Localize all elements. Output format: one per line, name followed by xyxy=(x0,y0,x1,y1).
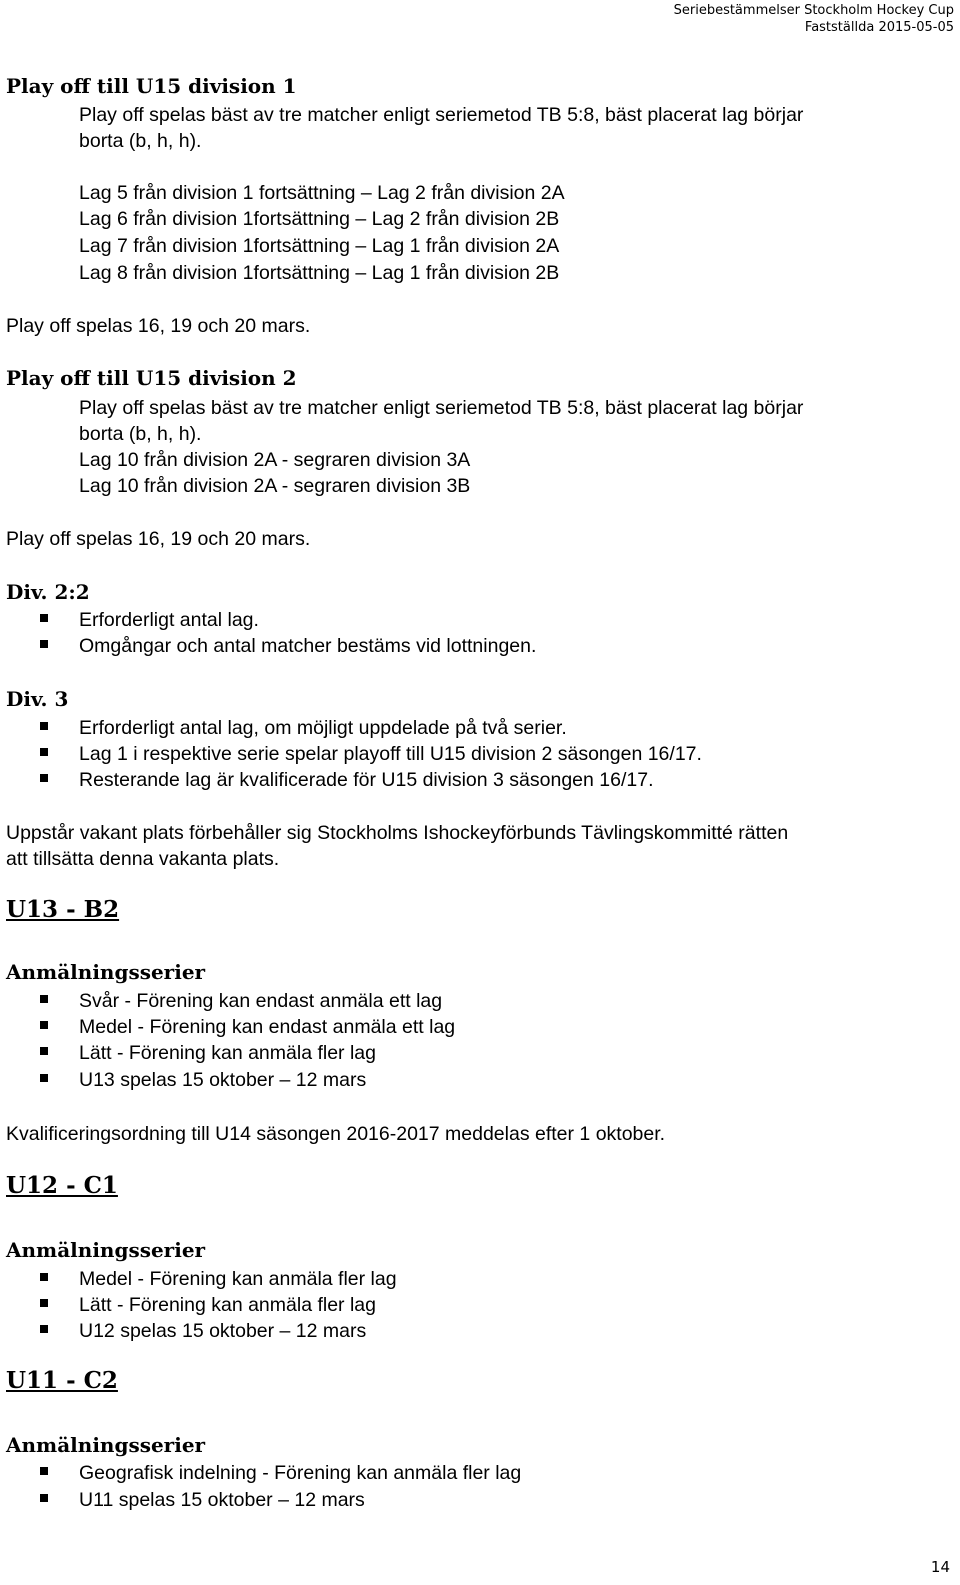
matchup-line: Lag 5 från division 1 fortsättning – Lag 2 från division 2A xyxy=(79,182,565,204)
bullet-icon xyxy=(40,1299,48,1307)
list-item: Lätt - Förening kan anmäla fler lag xyxy=(79,1042,376,1064)
list-item: Omgångar och antal matcher bestäms vid lottningen. xyxy=(79,635,537,657)
bullet-icon xyxy=(40,1494,48,1502)
section-heading-u15-div1: Play off till U15 division 1 xyxy=(6,74,297,98)
list-item: Erforderligt antal lag, om möjligt uppdelade på två serier. xyxy=(79,717,567,739)
section-title-u13: U13 - B2 xyxy=(6,896,120,923)
section-heading-div3: Div. 3 xyxy=(6,687,69,711)
bullet-icon xyxy=(40,1325,48,1333)
matchup-line: Lag 8 från division 1fortsättning – Lag 1 från division 2B xyxy=(79,262,560,284)
bullet-icon xyxy=(40,614,48,622)
list-item: Lag 1 i respektive serie spelar playoff till U15 division 2 säsongen 16/17. xyxy=(79,743,702,765)
paragraph-line: att tillsätta denna vakanta plats. xyxy=(6,848,280,870)
qualification-note: Kvalificeringsordning till U14 säsongen 2016-2017 meddelas efter 1 oktober. xyxy=(6,1123,666,1145)
paragraph-line: Play off spelas bäst av tre matcher enligt seriemetod TB 5:8, bäst placerat lag börjar xyxy=(79,104,804,126)
bullet-icon xyxy=(40,774,48,782)
bullet-icon xyxy=(40,640,48,648)
paragraph-line: borta (b, h, h). xyxy=(79,423,202,445)
subheading-anmalningsserier: Anmälningsserier xyxy=(6,960,206,984)
bullet-icon xyxy=(40,1074,48,1082)
header-date: Fastställda 2015-05-05 xyxy=(804,20,954,35)
paragraph-line: borta (b, h, h). xyxy=(79,130,202,152)
section-title-u12: U12 - C1 xyxy=(6,1172,118,1199)
header-title: Seriebestämmelser Stockholm Hockey Cup xyxy=(673,3,954,18)
matchup-line: Lag 10 från division 2A - segraren division 3B xyxy=(79,475,471,497)
bullet-icon xyxy=(40,1047,48,1055)
list-item: Erforderligt antal lag. xyxy=(79,609,259,631)
subheading-anmalningsserier: Anmälningsserier xyxy=(6,1433,206,1457)
matchup-line: Lag 10 från division 2A - segraren division 3A xyxy=(79,449,471,471)
list-item: Resterande lag är kvalificerade för U15 division 3 säsongen 16/17. xyxy=(79,769,654,791)
bullet-icon xyxy=(40,1467,48,1475)
bullet-icon xyxy=(40,995,48,1003)
subheading-anmalningsserier: Anmälningsserier xyxy=(6,1238,206,1262)
paragraph-line: Play off spelas bäst av tre matcher enligt seriemetod TB 5:8, bäst placerat lag börjar xyxy=(79,397,804,419)
list-item: Geografisk indelning - Förening kan anmäla fler lag xyxy=(79,1462,522,1484)
list-item: U12 spelas 15 oktober – 12 mars xyxy=(79,1320,367,1342)
matchup-line: Lag 7 från division 1fortsättning – Lag 1 från division 2A xyxy=(79,235,560,257)
bullet-icon xyxy=(40,722,48,730)
page-number: 14 xyxy=(930,1558,950,1576)
bullet-icon xyxy=(40,1273,48,1281)
playoff-dates: Play off spelas 16, 19 och 20 mars. xyxy=(6,315,311,337)
list-item: Lätt - Förening kan anmäla fler lag xyxy=(79,1294,376,1316)
section-title-u11: U11 - C2 xyxy=(6,1367,118,1394)
section-heading-u15-div2: Play off till U15 division 2 xyxy=(6,366,297,390)
bullet-icon xyxy=(40,1021,48,1029)
list-item: U13 spelas 15 oktober – 12 mars xyxy=(79,1069,367,1091)
list-item: U11 spelas 15 oktober – 12 mars xyxy=(79,1489,365,1511)
bullet-icon xyxy=(40,748,48,756)
playoff-dates: Play off spelas 16, 19 och 20 mars. xyxy=(6,528,311,550)
matchup-line: Lag 6 från division 1fortsättning – Lag 2 från division 2B xyxy=(79,208,560,230)
list-item: Medel - Förening kan anmäla fler lag xyxy=(79,1268,397,1290)
section-heading-div22: Div. 2:2 xyxy=(6,580,90,604)
list-item: Medel - Förening kan endast anmäla ett lag xyxy=(79,1016,456,1038)
list-item: Svår - Förening kan endast anmäla ett lag xyxy=(79,990,443,1012)
paragraph-line: Uppstår vakant plats förbehåller sig Stockholms Ishockeyförbunds Tävlingskommitté rätten xyxy=(6,822,789,844)
